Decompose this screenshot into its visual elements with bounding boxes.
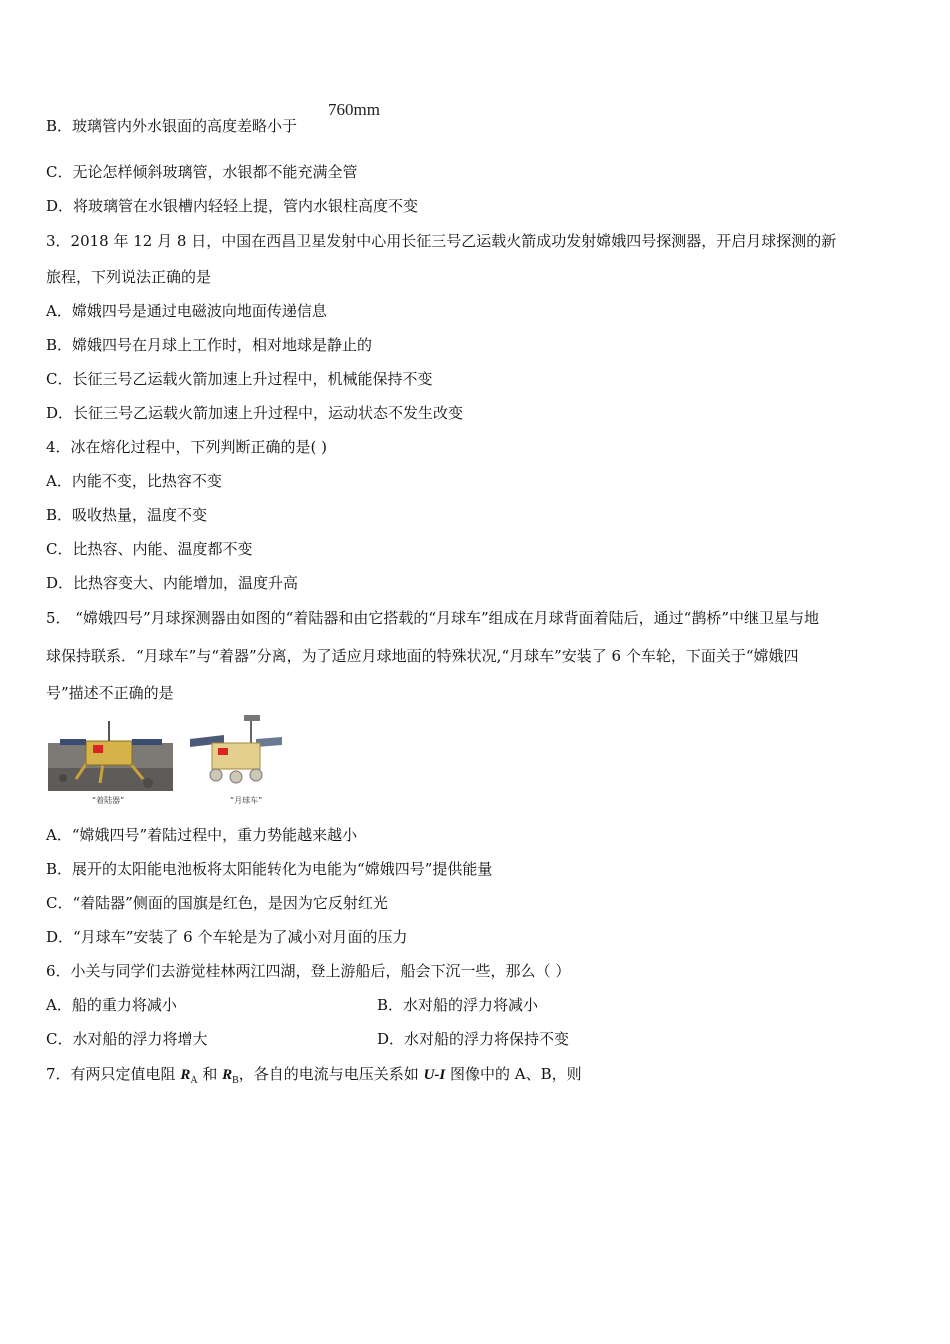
rover-image: [186, 713, 286, 793]
q6-option-d: D．水对船的浮力将保持不变: [377, 1030, 570, 1048]
q6-option-c: C．水对船的浮力将增大: [46, 1030, 208, 1048]
lander-image: [48, 713, 173, 793]
q7-text-post: 图像中的 A、B，则: [445, 1065, 582, 1083]
q6-option-a: A．船的重力将减小: [46, 996, 177, 1014]
q3-option-c: C．长征三号乙运载火箭加速上升过程中，机械能保持不变: [46, 370, 433, 388]
q3-option-b: B．嫦娥四号在月球上工作时，相对地球是静止的: [46, 336, 373, 354]
q2-option-c: C．无论怎样倾斜玻璃管，水银都不能充满全管: [46, 163, 358, 181]
q3-option-a: A．嫦娥四号是通过电磁波向地面传递信息: [46, 302, 327, 320]
q5-option-c: C．“着陆器”侧面的国旗是红色，是因为它反射红光: [46, 894, 388, 912]
q5-stem-line1: 5． “嫦娥四号”月球探测器由如图的“着陆器和由它搭载的“月球车”组成在月球背面着陆后，通过“鹊桥”中继卫星与地: [46, 609, 819, 627]
q7-ra: R: [180, 1067, 191, 1083]
q4-option-b: B．吸收热量，温度不变: [46, 506, 208, 524]
q6-option-b: B．水对船的浮力将减小: [377, 996, 539, 1014]
q4-option-d: D．比热容变大、内能增加，温度升高: [46, 574, 299, 592]
q3-option-d: D．长征三号乙运载火箭加速上升过程中，运动状态不发生改变: [46, 404, 464, 422]
q2-option-d: D．将玻璃管在水银槽内轻轻上提，管内水银柱高度不变: [46, 197, 419, 215]
q2-option-b: [46, 116, 297, 136]
q7-ra-sub: A: [190, 1075, 198, 1086]
q6-stem: 6．小关与同学们去游觉桂林两江四湖，登上游船后，船会下沉一些，那么（ ）: [46, 962, 571, 980]
q7-rb-sub: B: [232, 1075, 239, 1086]
q5-stem-line3: 号”描述不正确的是: [46, 684, 174, 702]
q7-text-mid: ，各自的电流与电压关系如: [238, 1065, 424, 1083]
q7-text-pre: 7．有两只定值电阻: [46, 1065, 181, 1083]
q4-option-a: A．内能不变，比热容不变: [46, 472, 222, 490]
q5-option-b: B．展开的太阳能电池板将太阳能转化为电能为“嫦娥四号”提供能量: [46, 860, 493, 878]
q5-option-a: A．“嫦娥四号”着陆过程中，重力势能越来越小: [46, 826, 358, 844]
q2-option-b-text: B．玻璃管内外水银面的高度差略小于: [46, 117, 298, 135]
q7-rb: R: [222, 1067, 233, 1083]
q5-stem-line2: 球保持联系．“月球车”与“着器”分离，为了适应月球地面的特殊状况,“月球车”安装了 6 个车轮，下面关于“嫦娥四: [46, 647, 799, 665]
lander-caption: “着陆器”: [92, 796, 125, 805]
q3-stem-line1: 3．2018 年 12 月 8 日，中国在西昌卫星发射中心用长征三号乙运载火箭成功发射嫦娥四号探测器，开启月球探测的新: [46, 232, 837, 250]
q3-stem-line2: 旅程，下列说法正确的是: [46, 268, 212, 286]
q7-ui: U-I: [423, 1067, 446, 1083]
q7-stem: [46, 1064, 582, 1091]
q4-stem: 4．冰在熔化过程中，下列判断正确的是( ): [46, 438, 328, 456]
q5-figures: [48, 713, 288, 808]
rover-caption: “月球车”: [230, 796, 263, 805]
q2-option-b-value: 760mm: [328, 100, 380, 119]
q5-option-d: D．“月球车”安装了 6 个车轮是为了减小对月面的压力: [46, 928, 408, 946]
q7-text-and: 和: [197, 1065, 223, 1083]
q4-option-c: C．比热容、内能、温度都不变: [46, 540, 253, 558]
